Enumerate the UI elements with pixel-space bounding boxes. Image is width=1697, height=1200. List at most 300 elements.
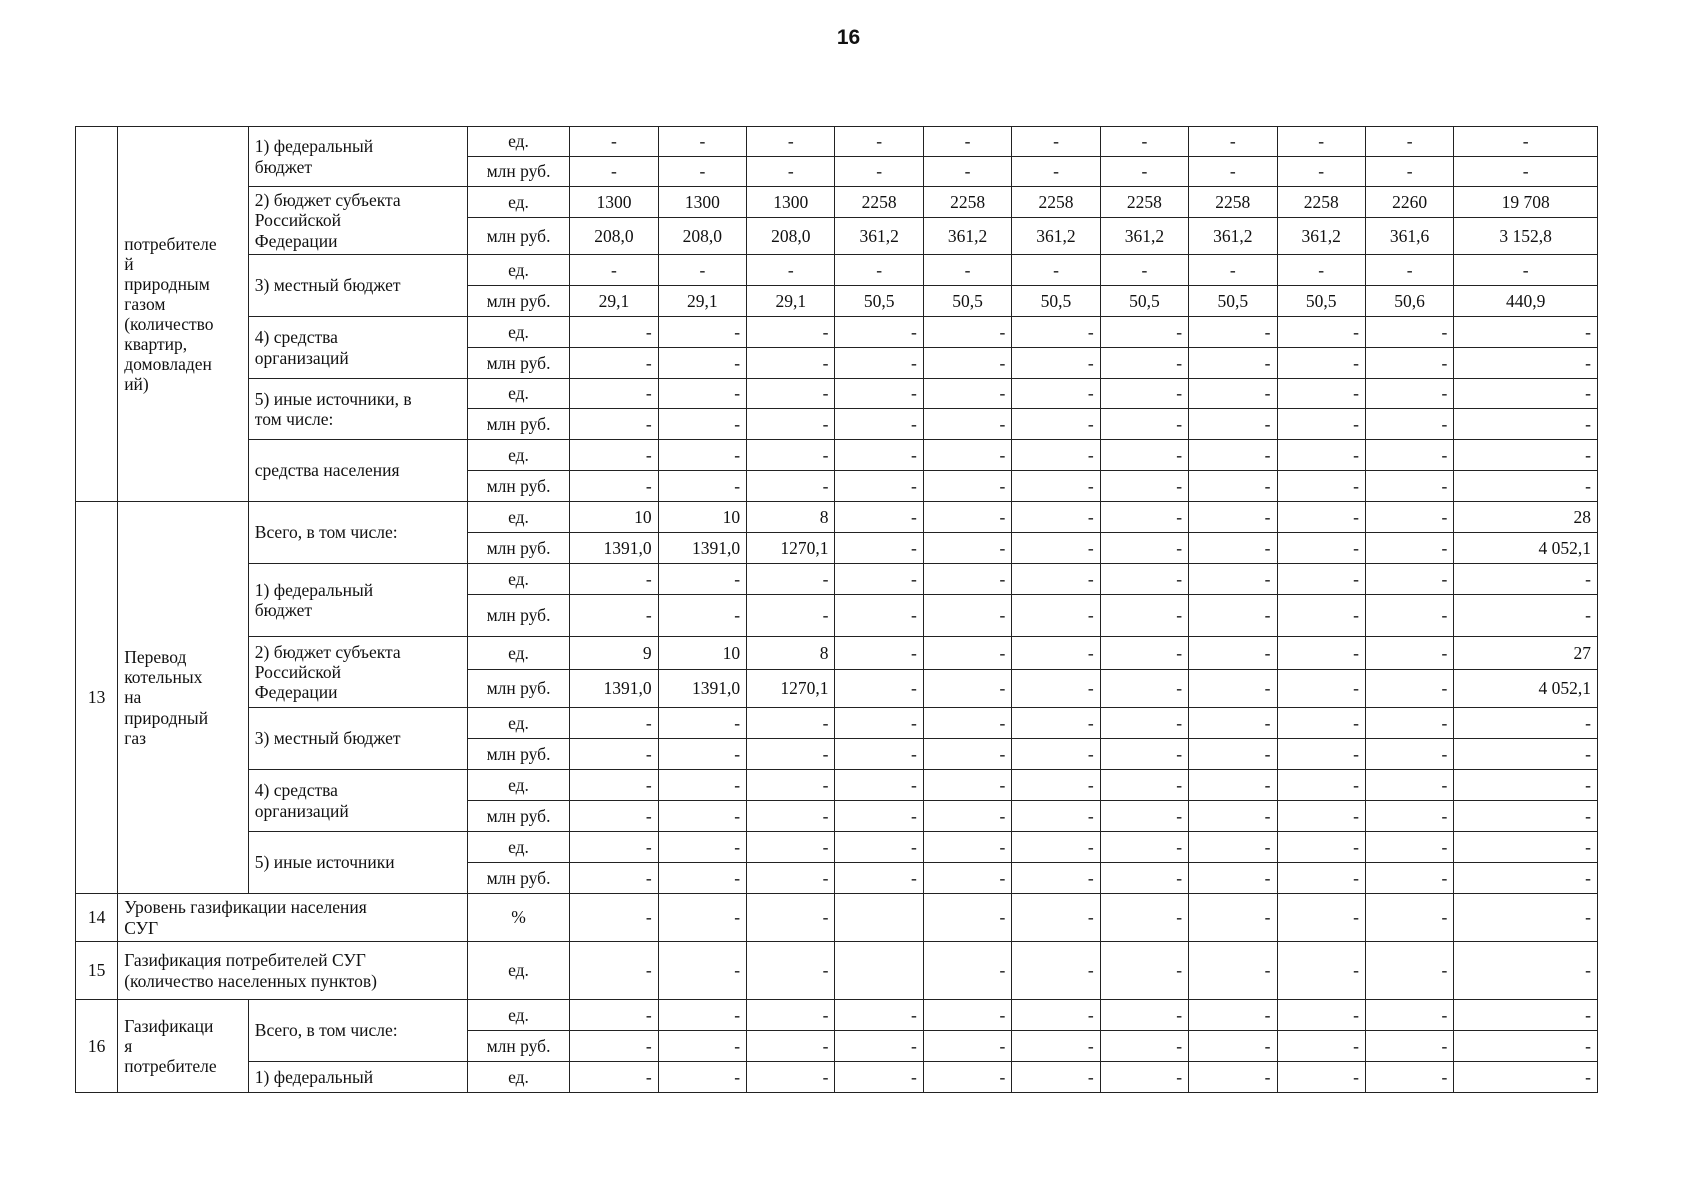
value-cell: - [1454, 1062, 1598, 1093]
value-cell: - [1100, 409, 1188, 440]
value-cell: - [1100, 1062, 1188, 1093]
value-cell: - [747, 942, 835, 1000]
value-cell: - [1012, 942, 1100, 1000]
value-cell: - [835, 670, 923, 708]
value-cell: - [747, 317, 835, 348]
value-cell: - [923, 670, 1011, 708]
value-cell: - [923, 379, 1011, 409]
table-row [76, 1000, 1598, 1031]
funding-source: 2) бюджет субъекта Российской Федерации [248, 637, 467, 708]
value-cell: - [923, 440, 1011, 471]
value-cell: - [1365, 863, 1453, 894]
unit-cell: ед. [467, 708, 569, 739]
value-cell: - [1012, 708, 1100, 739]
value-cell: - [747, 471, 835, 502]
value-cell: 50,5 [1100, 286, 1188, 317]
value-cell: - [747, 409, 835, 440]
value-cell: - [923, 801, 1011, 832]
value-cell: 208,0 [570, 218, 658, 255]
unit-cell: ед. [467, 317, 569, 348]
value-cell: 361,2 [1277, 218, 1365, 255]
value-cell: - [1100, 348, 1188, 379]
value-cell: 2258 [1012, 187, 1100, 218]
value-cell: - [1454, 471, 1598, 502]
funding-source: 5) иные источники, в том числе: [248, 379, 467, 440]
table-row [76, 637, 1598, 670]
value-cell: - [1277, 637, 1365, 670]
value-cell: - [835, 379, 923, 409]
funding-source: 1) федеральный бюджет [248, 564, 467, 637]
value-cell: - [1365, 157, 1453, 187]
unit-cell: ед. [467, 770, 569, 801]
value-cell: 9 [570, 637, 658, 670]
value-cell: - [1277, 1031, 1365, 1062]
value-cell: 28 [1454, 502, 1598, 533]
table-row [76, 564, 1598, 595]
value-cell: - [747, 595, 835, 637]
funding-source: Уровень газификации населения СУГ [118, 894, 468, 942]
value-cell: - [1100, 595, 1188, 637]
value-cell: 19 708 [1454, 187, 1598, 218]
value-cell: - [1189, 127, 1277, 157]
value-cell: - [1277, 894, 1365, 942]
value-cell: - [1454, 863, 1598, 894]
value-cell: - [835, 348, 923, 379]
value-cell: 361,2 [835, 218, 923, 255]
value-cell: - [1100, 942, 1188, 1000]
value-cell: - [1365, 440, 1453, 471]
unit-cell: ед. [467, 379, 569, 409]
value-cell: - [1189, 1000, 1277, 1031]
value-cell: 2258 [1189, 187, 1277, 218]
value-cell: - [747, 801, 835, 832]
value-cell: - [1012, 1031, 1100, 1062]
value-cell: - [835, 863, 923, 894]
value-cell: - [1012, 863, 1100, 894]
value-cell: - [1277, 670, 1365, 708]
value-cell: - [923, 564, 1011, 595]
value-cell: - [1277, 379, 1365, 409]
value-cell: 2258 [1277, 187, 1365, 218]
value-cell: - [923, 863, 1011, 894]
value-cell: - [1454, 1031, 1598, 1062]
value-cell: 29,1 [658, 286, 746, 317]
value-cell: - [1365, 770, 1453, 801]
value-cell: - [1365, 894, 1453, 942]
value-cell: - [1189, 770, 1277, 801]
value-cell: - [747, 770, 835, 801]
value-cell: - [1365, 801, 1453, 832]
value-cell: 1300 [747, 187, 835, 218]
value-cell: - [835, 502, 923, 533]
value-cell: - [835, 801, 923, 832]
value-cell: 10 [658, 637, 746, 670]
value-cell: - [570, 801, 658, 832]
value-cell: - [1189, 832, 1277, 863]
value-cell: - [1277, 440, 1365, 471]
value-cell: - [1100, 801, 1188, 832]
value-cell: - [923, 595, 1011, 637]
value-cell: - [1454, 739, 1598, 770]
value-cell: - [570, 894, 658, 942]
value-cell: - [658, 440, 746, 471]
value-cell: - [1454, 440, 1598, 471]
value-cell: 10 [570, 502, 658, 533]
value-cell: - [1454, 708, 1598, 739]
unit-cell: ед. [467, 1062, 569, 1093]
value-cell: - [1365, 595, 1453, 637]
value-cell: - [923, 637, 1011, 670]
table-row [76, 440, 1598, 471]
value-cell: - [570, 1031, 658, 1062]
value-cell: - [658, 832, 746, 863]
value-cell: - [1012, 127, 1100, 157]
value-cell: - [1189, 670, 1277, 708]
table-row [76, 255, 1598, 286]
unit-cell: млн руб. [467, 595, 569, 637]
value-cell: - [747, 863, 835, 894]
value-cell: - [570, 1000, 658, 1031]
value-cell: - [1365, 670, 1453, 708]
value-cell: - [1277, 502, 1365, 533]
value-cell: - [1012, 894, 1100, 942]
unit-cell: млн руб. [467, 670, 569, 708]
value-cell: 361,2 [1100, 218, 1188, 255]
value-cell: 4 052,1 [1454, 670, 1598, 708]
value-cell: - [1454, 770, 1598, 801]
value-cell: 1391,0 [658, 533, 746, 564]
value-cell: - [1100, 471, 1188, 502]
value-cell: - [1454, 409, 1598, 440]
value-cell: - [923, 739, 1011, 770]
value-cell: - [1454, 894, 1598, 942]
value-cell: 361,2 [1189, 218, 1277, 255]
value-cell: - [658, 801, 746, 832]
unit-cell: млн руб. [467, 533, 569, 564]
value-cell: - [835, 255, 923, 286]
value-cell: - [1012, 832, 1100, 863]
value-cell: - [1454, 942, 1598, 1000]
value-cell: - [1365, 379, 1453, 409]
value-cell: - [658, 770, 746, 801]
unit-cell: ед. [467, 440, 569, 471]
item-name: Газификаци я потребителе [118, 1000, 249, 1093]
value-cell: 50,6 [1365, 286, 1453, 317]
value-cell: 1270,1 [747, 533, 835, 564]
value-cell: - [747, 1062, 835, 1093]
value-cell: - [1277, 157, 1365, 187]
value-cell: - [1012, 379, 1100, 409]
value-cell: - [835, 739, 923, 770]
value-cell: - [570, 739, 658, 770]
value-cell: - [658, 894, 746, 942]
value-cell: - [1365, 708, 1453, 739]
unit-cell: ед. [467, 255, 569, 286]
value-cell: - [1365, 1062, 1453, 1093]
unit-cell: млн руб. [467, 348, 569, 379]
value-cell: - [658, 317, 746, 348]
funding-source: 1) федеральный [248, 1062, 467, 1093]
table-row [76, 127, 1598, 157]
value-cell: - [1012, 1000, 1100, 1031]
funding-source: 3) местный бюджет [248, 708, 467, 770]
table-row [76, 708, 1598, 739]
value-cell: - [1012, 564, 1100, 595]
value-cell: - [658, 379, 746, 409]
value-cell: 1391,0 [570, 670, 658, 708]
value-cell: - [1365, 637, 1453, 670]
value-cell: - [570, 317, 658, 348]
value-cell: 2258 [923, 187, 1011, 218]
value-cell: - [570, 942, 658, 1000]
value-cell: - [747, 708, 835, 739]
table-row [76, 379, 1598, 409]
value-cell: - [658, 739, 746, 770]
funding-source: 1) федеральный бюджет [248, 127, 467, 187]
value-cell: - [1100, 533, 1188, 564]
value-cell: 4 052,1 [1454, 533, 1598, 564]
table-row [76, 502, 1598, 533]
value-cell: - [1189, 409, 1277, 440]
value-cell: - [747, 739, 835, 770]
value-cell: - [1100, 440, 1188, 471]
value-cell: - [1189, 708, 1277, 739]
value-cell: - [1277, 255, 1365, 286]
value-cell [835, 894, 923, 942]
value-cell: - [1454, 157, 1598, 187]
value-cell: - [570, 471, 658, 502]
value-cell: - [1100, 863, 1188, 894]
value-cell: - [1012, 348, 1100, 379]
value-cell: 50,5 [1012, 286, 1100, 317]
value-cell: - [658, 255, 746, 286]
value-cell: - [1454, 832, 1598, 863]
value-cell: - [1189, 863, 1277, 894]
value-cell: - [1277, 348, 1365, 379]
unit-cell: ед. [467, 502, 569, 533]
value-cell: - [1365, 832, 1453, 863]
value-cell: 361,2 [923, 218, 1011, 255]
value-cell: - [658, 708, 746, 739]
value-cell: - [923, 894, 1011, 942]
row-number [76, 127, 118, 502]
value-cell: - [1100, 379, 1188, 409]
value-cell: - [1012, 739, 1100, 770]
value-cell: 8 [747, 637, 835, 670]
value-cell: - [923, 832, 1011, 863]
value-cell: - [1277, 564, 1365, 595]
value-cell: - [923, 1031, 1011, 1062]
value-cell: - [1100, 1031, 1188, 1062]
value-cell: - [1454, 127, 1598, 157]
item-name: Перевод котельных на природный газ [118, 502, 249, 894]
value-cell: 50,5 [1189, 286, 1277, 317]
value-cell: - [570, 863, 658, 894]
value-cell: - [1012, 595, 1100, 637]
table-row [76, 770, 1598, 801]
value-cell: 361,6 [1365, 218, 1453, 255]
value-cell: - [1277, 739, 1365, 770]
funding-source: 5) иные источники [248, 832, 467, 894]
value-cell: - [1100, 127, 1188, 157]
funding-source: 3) местный бюджет [248, 255, 467, 317]
value-cell: - [1012, 1062, 1100, 1093]
value-cell: - [1189, 942, 1277, 1000]
value-cell: - [1189, 739, 1277, 770]
value-cell: - [747, 894, 835, 942]
value-cell: - [570, 832, 658, 863]
value-cell: 361,2 [1012, 218, 1100, 255]
value-cell: - [835, 157, 923, 187]
value-cell: 1300 [658, 187, 746, 218]
value-cell: - [1100, 770, 1188, 801]
value-cell: - [570, 708, 658, 739]
funding-source: средства населения [248, 440, 467, 502]
value-cell: - [1277, 317, 1365, 348]
value-cell: - [658, 1062, 746, 1093]
row-number: 15 [76, 942, 118, 1000]
funding-source: Газификация потребителей СУГ (количество населенных пунктов) [118, 942, 468, 1000]
unit-cell: ед. [467, 832, 569, 863]
value-cell: - [1365, 255, 1453, 286]
value-cell: - [570, 409, 658, 440]
value-cell: - [1189, 255, 1277, 286]
value-cell: - [1277, 409, 1365, 440]
value-cell: 2260 [1365, 187, 1453, 218]
value-cell: - [1277, 127, 1365, 157]
unit-cell: млн руб. [467, 218, 569, 255]
value-cell: - [1189, 317, 1277, 348]
value-cell: - [1012, 801, 1100, 832]
value-cell: - [923, 348, 1011, 379]
value-cell: - [1012, 770, 1100, 801]
value-cell [835, 942, 923, 1000]
unit-cell: млн руб. [467, 409, 569, 440]
unit-cell: ед. [467, 564, 569, 595]
value-cell: - [1100, 708, 1188, 739]
value-cell: - [1365, 409, 1453, 440]
value-cell: - [1189, 440, 1277, 471]
value-cell: - [835, 637, 923, 670]
value-cell: - [658, 1000, 746, 1031]
value-cell: - [570, 440, 658, 471]
value-cell: - [1277, 770, 1365, 801]
value-cell: - [658, 1031, 746, 1062]
value-cell: - [1365, 564, 1453, 595]
value-cell: - [570, 1062, 658, 1093]
unit-cell: млн руб. [467, 286, 569, 317]
value-cell: - [1012, 157, 1100, 187]
value-cell: - [835, 533, 923, 564]
funding-source: 4) средства организаций [248, 317, 467, 379]
value-cell: - [1454, 348, 1598, 379]
value-cell: - [835, 708, 923, 739]
value-cell: - [1189, 1031, 1277, 1062]
value-cell: - [1277, 1062, 1365, 1093]
value-cell: - [570, 157, 658, 187]
value-cell: - [835, 564, 923, 595]
value-cell: - [1189, 595, 1277, 637]
row-number: 16 [76, 1000, 118, 1093]
value-cell: 1300 [570, 187, 658, 218]
unit-cell: ед. [467, 187, 569, 218]
value-cell: - [1189, 502, 1277, 533]
value-cell: - [570, 770, 658, 801]
value-cell: 50,5 [1277, 286, 1365, 317]
value-cell: - [747, 127, 835, 157]
value-cell: - [1189, 637, 1277, 670]
value-cell: - [923, 942, 1011, 1000]
value-cell: - [1454, 564, 1598, 595]
value-cell: - [747, 157, 835, 187]
value-cell: 2258 [835, 187, 923, 218]
value-cell: - [1365, 1000, 1453, 1031]
unit-cell: млн руб. [467, 157, 569, 187]
value-cell: - [1012, 255, 1100, 286]
value-cell: - [1012, 502, 1100, 533]
value-cell: - [658, 471, 746, 502]
value-cell: 3 152,8 [1454, 218, 1598, 255]
value-cell: - [570, 595, 658, 637]
value-cell: - [1454, 1000, 1598, 1031]
value-cell: - [835, 595, 923, 637]
value-cell: - [570, 564, 658, 595]
value-cell: - [658, 595, 746, 637]
value-cell: - [835, 832, 923, 863]
value-cell: - [835, 471, 923, 502]
value-cell: - [835, 317, 923, 348]
unit-cell: ед. [467, 637, 569, 670]
value-cell: - [570, 379, 658, 409]
unit-cell: млн руб. [467, 801, 569, 832]
value-cell: - [747, 1000, 835, 1031]
value-cell: - [747, 379, 835, 409]
value-cell: - [1189, 379, 1277, 409]
value-cell: - [1189, 1062, 1277, 1093]
value-cell: 1391,0 [658, 670, 746, 708]
value-cell: - [1189, 471, 1277, 502]
value-cell: - [1365, 317, 1453, 348]
data-table [75, 126, 1598, 1093]
unit-cell: млн руб. [467, 863, 569, 894]
table-row [76, 894, 1598, 942]
value-cell: - [923, 1062, 1011, 1093]
value-cell: - [1189, 157, 1277, 187]
value-cell: - [570, 127, 658, 157]
value-cell: - [923, 409, 1011, 440]
funding-source: 4) средства организаций [248, 770, 467, 832]
unit-cell: ед. [467, 1000, 569, 1031]
table-row [76, 317, 1598, 348]
funding-source: 2) бюджет субъекта Российской Федерации [248, 187, 467, 255]
value-cell: - [1100, 502, 1188, 533]
value-cell: 2258 [1100, 187, 1188, 218]
row-number: 14 [76, 894, 118, 942]
value-cell: - [747, 255, 835, 286]
value-cell: - [1189, 533, 1277, 564]
value-cell: - [1454, 317, 1598, 348]
value-cell: - [747, 440, 835, 471]
unit-cell: % [467, 894, 569, 942]
unit-cell: млн руб. [467, 739, 569, 770]
value-cell: - [1365, 1031, 1453, 1062]
value-cell: 50,5 [923, 286, 1011, 317]
value-cell: 440,9 [1454, 286, 1598, 317]
value-cell: - [1365, 127, 1453, 157]
value-cell: - [570, 255, 658, 286]
value-cell: - [1454, 379, 1598, 409]
value-cell: - [835, 440, 923, 471]
